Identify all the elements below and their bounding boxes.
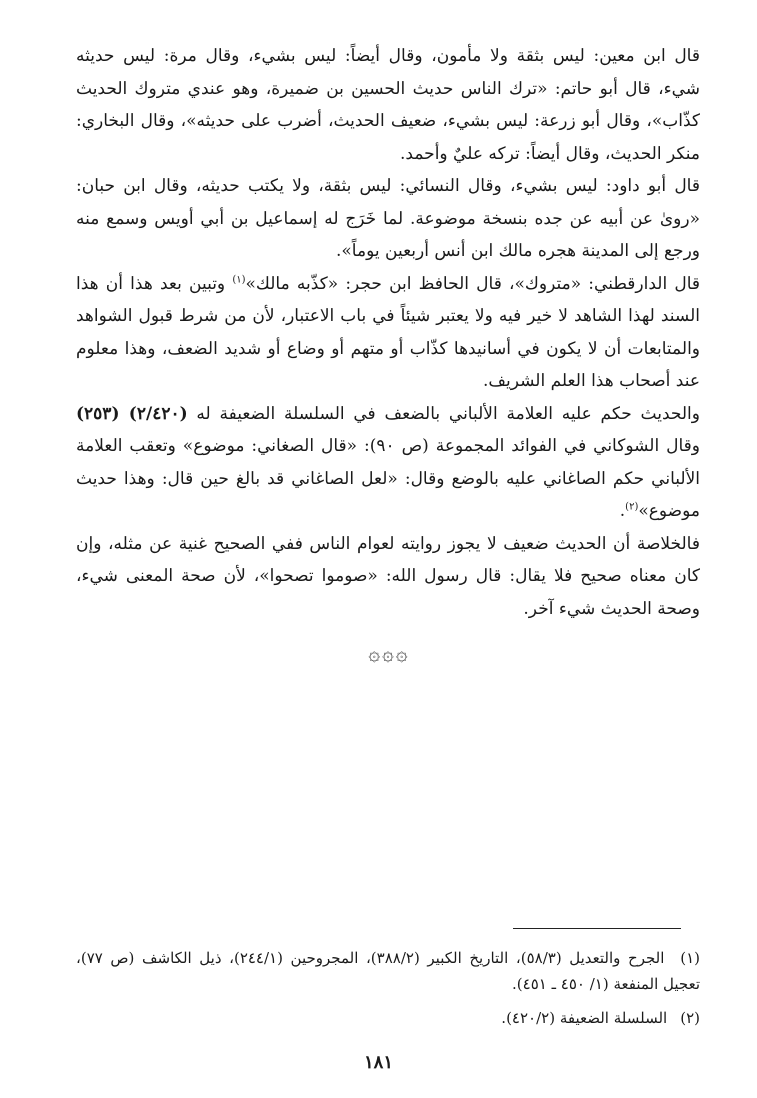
page-number: ١٨١: [363, 1052, 393, 1073]
footnote-ref-2[interactable]: (٢): [625, 501, 639, 513]
paragraph-4-text-f: .: [619, 501, 626, 521]
ornament-icon: ۞: [395, 641, 408, 665]
paragraph-2: قال أبو داود: ليس بشيء، وقال النسائي: ليس بثقة، ولا يكتب حديثه، وقال ابن حبان: «روىٰ عن أبيه عن جده بنسخة موضوعة. لما خَرَج له إسماعيل بن أبي أويس وسمع منه ورجع إلى المدينة هجره مالك ابن أنس أربعين يوماً».: [76, 176, 700, 261]
paragraph-5: فالخلاصة أن الحديث ضعيف لا يجوز روايته لعوام الناس ففي الصحيح غنية عن مثله، وإن كان معناه صحيح فلا يقال: قال رسول الله: «صوموا تصحوا»، لأن صحة المعنى شيء، وصحة الحديث شيء آخر.: [76, 533, 700, 619]
page-content: [76, 40, 700, 665]
footnote-1-text: الجرح والتعديل (٥٨/٣)، التاريخ الكبير (٣٨٨/٢)، المجروحين (٢٤٤/١)، ذيل الكاشف (ص ٧٧)، تعجيل المنفعة (١/ ٤٥٠ ـ ٤٥١).: [76, 949, 700, 993]
footnote-1-number: (١): [680, 949, 701, 967]
ornament-icon: ۞: [368, 641, 381, 665]
paragraph-4-text-e: : «قال الصغاني: موضوع» وتعقب العلامة الألباني حكم الصاغاني عليه بالوضع وقال: «لعل الصاغاني قد بالغ حين قال: وهذا حديث موضوع»: [76, 436, 700, 521]
footnote-2-text: السلسلة الضعيفة (٤٢٠/٢).: [501, 1009, 668, 1027]
paragraph-4-text-a: والحديث حكم عليه العلامة الألباني بالضعف في السلسلة الضعيفة له: [187, 403, 700, 424]
main-text: [76, 40, 700, 625]
paragraph-4: [76, 398, 700, 528]
footnote-2-number: (٢): [680, 1009, 700, 1027]
footnote-1: [76, 945, 700, 997]
footnote-2: [76, 1005, 700, 1031]
section-ornament: [76, 641, 700, 665]
paragraph-1: قال ابن معين: ليس بثقة ولا مأمون، وقال أيضاً: ليس بشيء، وقال مرة: ليس حديثه شيء، قال أبو حاتم: «ترك الناس حديث الحسين بن ضميرة، وهو عندي متروك الحديث كذّاب»، وقال أبو زرعة: ليس بشيء، ضعيف الحديث، أضرب على حديثه»، وقال البخاري: منكر الحديث، وقال أيضاً: تركه عليٌ وأحمد.: [76, 46, 700, 164]
paragraph-3-text-a: قال الدارقطني: «متروك»، قال الحافظ ابن حجر: «كذّبه مالك»: [245, 273, 700, 294]
paragraph-4-text-c: وقال الشوكاني في الفوائد المجموعة: [428, 436, 700, 456]
footnotes: [76, 945, 700, 1039]
paragraph-3: [76, 268, 700, 398]
paragraph-4-citation-1: (٢/٤٢٠) (٢٥٣): [76, 403, 188, 424]
paragraph-4-citation-2: (ص ٩٠): [369, 436, 429, 456]
footnote-ref-1[interactable]: (١): [232, 273, 246, 285]
footnote-divider: [513, 928, 681, 929]
ornament-icon: ۞: [382, 641, 394, 665]
paragraph-3-text-b: وتبين بعد هذا أن هذا السند لهذا الشاهد لا خير فيه ولا يعتبر شيئاً في باب الاعتبار، لأن من شرط قبول الشواهد والمتابعات أن لا يكون في أسانيدها كذّاب أو متهم أو وضاع أو شديد الضعف، وهذا معلوم عند أصحاب هذا العلم الشريف.: [76, 273, 700, 391]
